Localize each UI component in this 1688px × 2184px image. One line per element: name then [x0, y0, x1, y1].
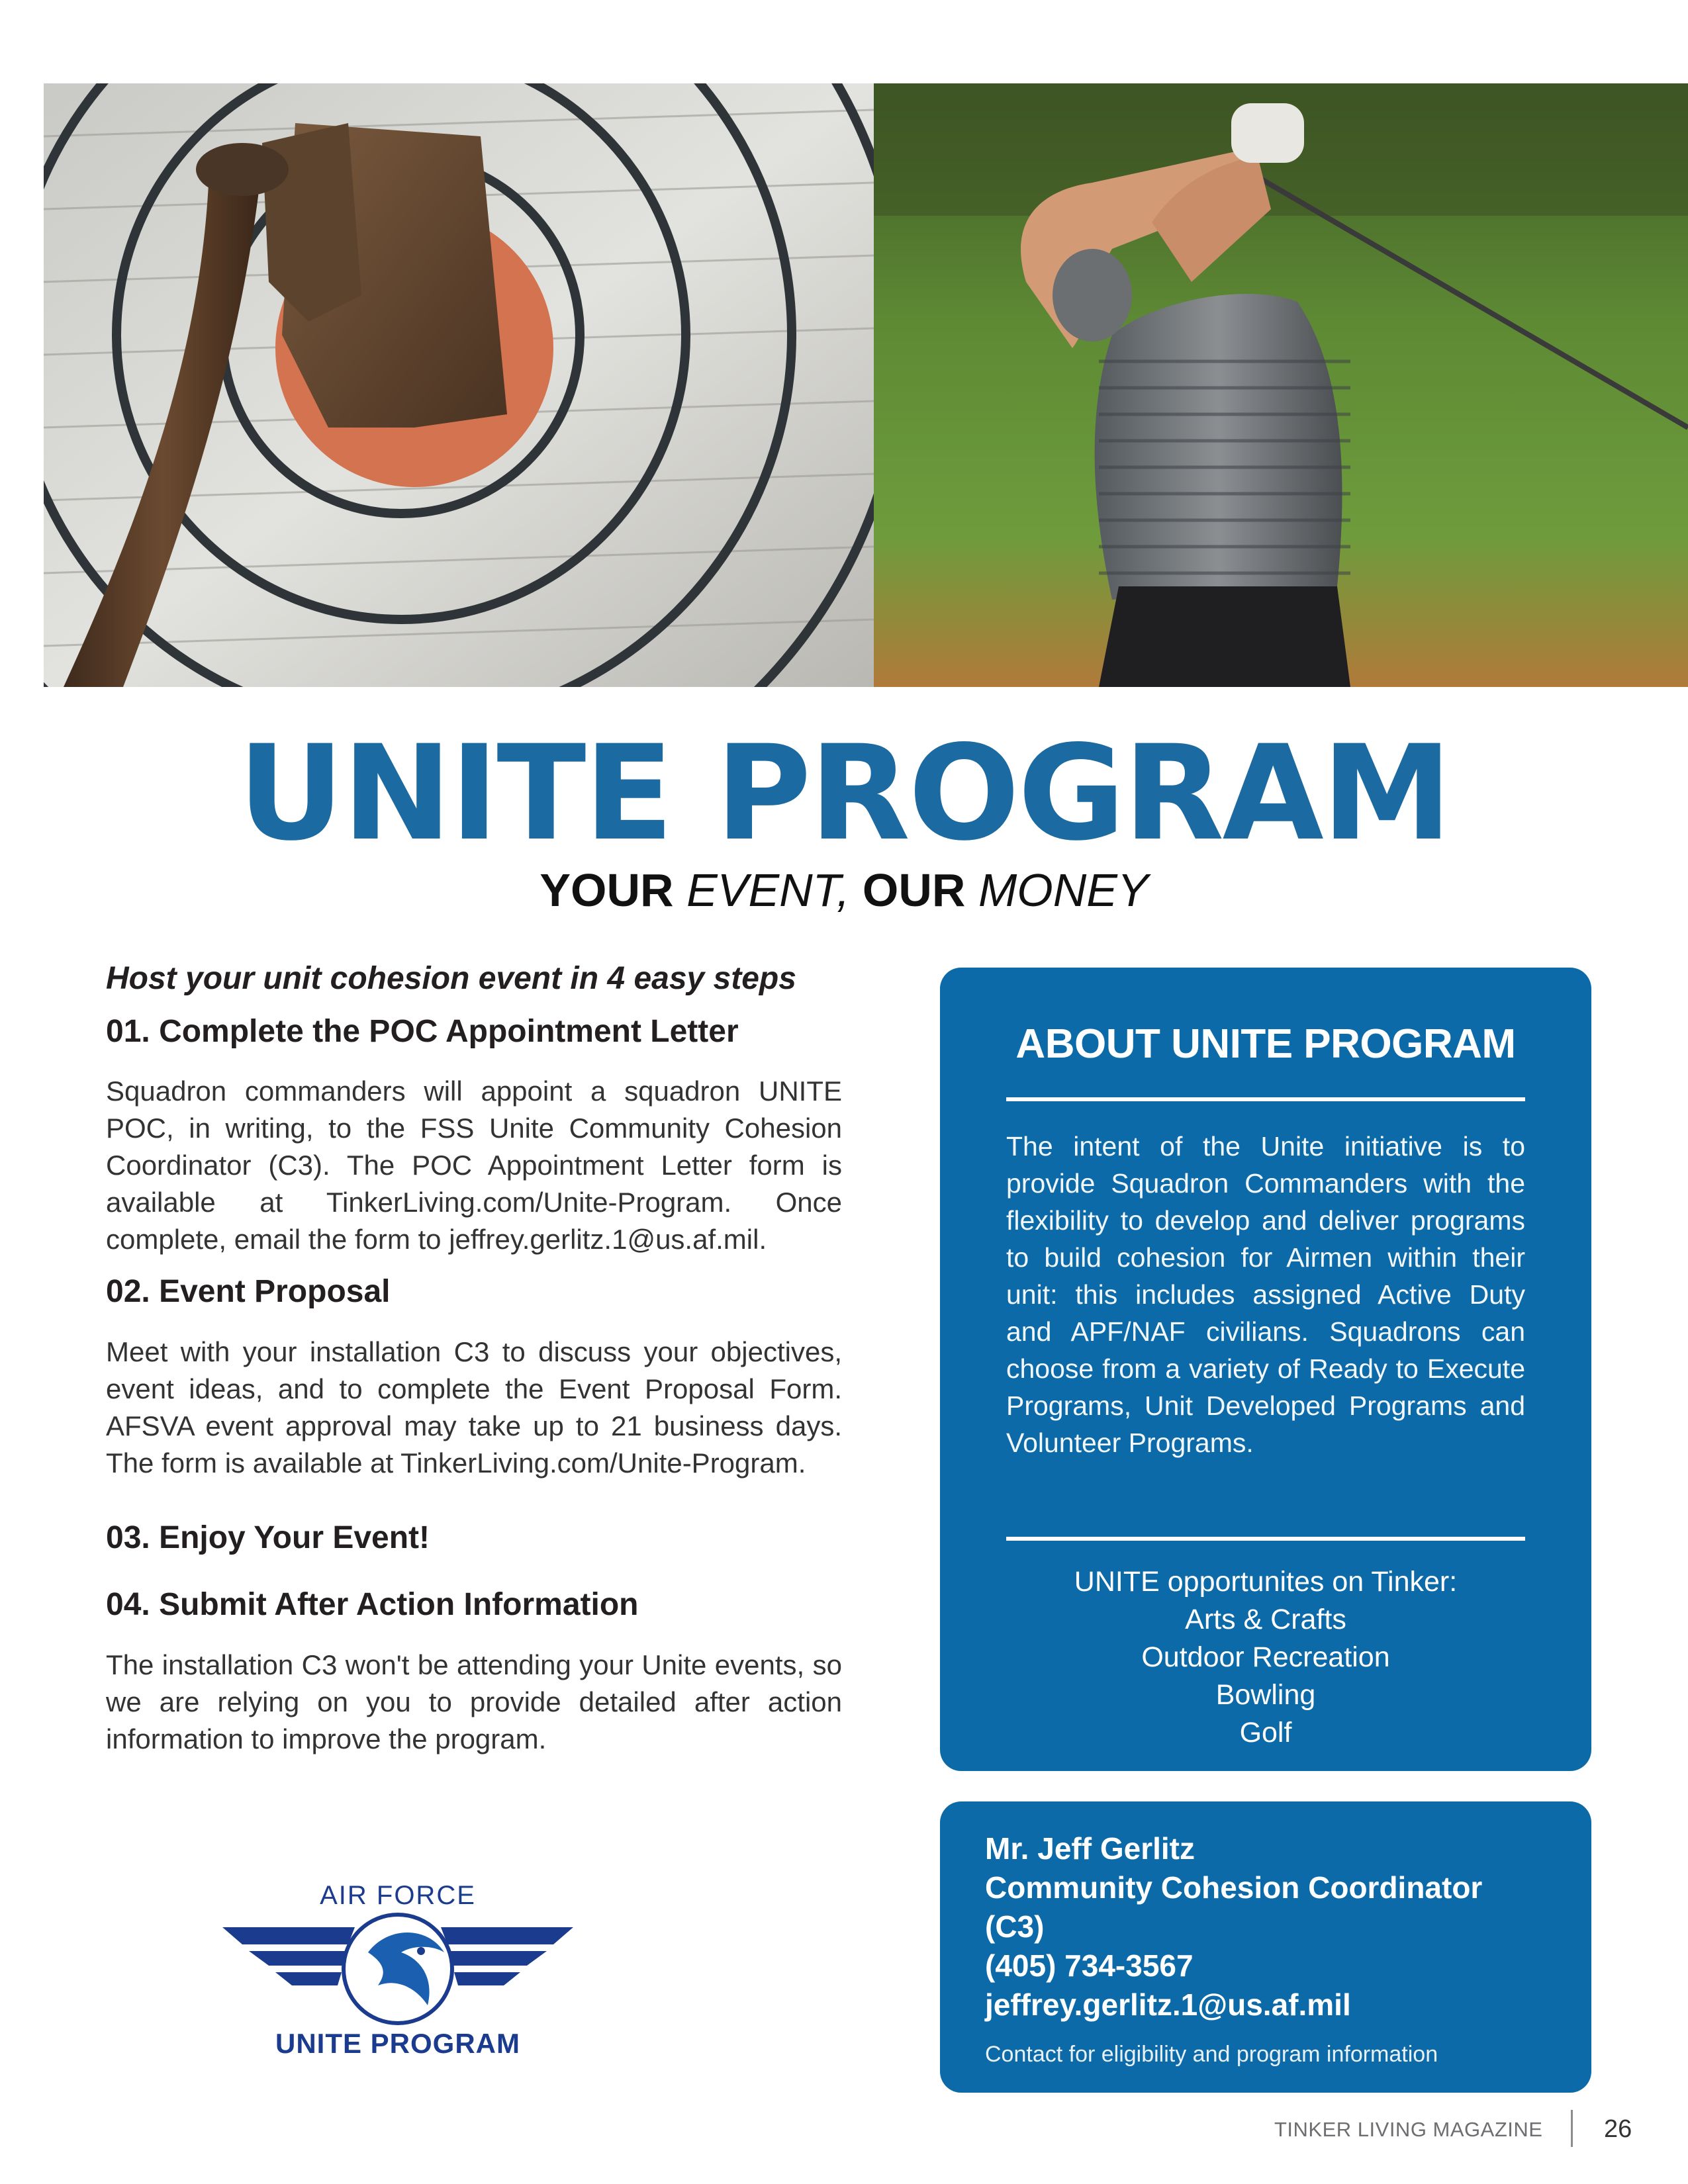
- air-force-unite-logo: [222, 1866, 573, 2078]
- logo-top-text: AIR FORCE: [320, 1881, 476, 1910]
- contact-box: [940, 1801, 1591, 2093]
- opportunities-heading: UNITE opportunites on Tinker:: [1074, 1566, 1458, 1598]
- opportunity-item: Outdoor Recreation: [1141, 1641, 1390, 1673]
- subtitle-word-your: YOUR: [539, 864, 674, 916]
- step-2-body: Meet with your installation C3 to discuss your objectives, event ideas, and to complete the Event Proposal Form. AFSVA event approval may take up to 21 business days. The form is available at TinkerLiving.com/Unite-Program.: [106, 1336, 842, 1479]
- opportunities-list: [940, 1563, 1591, 1752]
- steps-column: [106, 960, 842, 1758]
- about-divider-top: [1006, 1097, 1525, 1101]
- eagle-wings-icon: [222, 1913, 573, 2025]
- step-4-heading: 04. Submit After Action Information: [106, 1587, 639, 1623]
- step-2-heading: 02. Event Proposal: [106, 1274, 391, 1310]
- step-3-heading: 03. Enjoy Your Event!: [106, 1520, 430, 1555]
- contact-title-abbrev: (C3): [985, 1909, 1045, 1944]
- hero-images: [44, 83, 1688, 687]
- contact-name: Mr. Jeff Gerlitz: [985, 1831, 1195, 1866]
- contact-email[interactable]: jeffrey.gerlitz.1@us.af.mil: [985, 1987, 1351, 2022]
- steps-intro: Host your unit cohesion event in 4 easy steps: [106, 961, 796, 996]
- subtitle-word-money: MONEY: [978, 864, 1149, 916]
- opportunity-item: Golf: [1239, 1717, 1292, 1749]
- subtitle-word-our: OUR: [862, 864, 966, 916]
- logo-bottom-text: UNITE PROGRAM: [275, 2028, 520, 2059]
- golfer-photo: [874, 83, 1688, 687]
- subtitle-word-event: EVENT,: [686, 864, 850, 916]
- contact-note: Contact for eligibility and program information: [985, 2042, 1438, 2067]
- about-box: [940, 968, 1591, 1771]
- opportunity-item: Arts & Crafts: [1185, 1604, 1346, 1635]
- about-body: The intent of the Unite initiative is to provide Squadron Commanders with the flexibility to develop and deliver programs to build cohesion for Airmen within their unit: this includes assigned Active Duty and APF/NAF civilians. Squadrons can choose from a variety of Ready to Execute Programs, Unit Developed Programs and Volunteer Programs.: [1006, 1131, 1525, 1458]
- step-1-heading: 01. Complete the POC Appointment Letter: [106, 1013, 739, 1049]
- axe-target-photo: [44, 83, 874, 687]
- about-heading: ABOUT UNITE PROGRAM: [1015, 1021, 1516, 1067]
- contact-title: Community Cohesion Coordinator: [985, 1870, 1483, 1905]
- contact-phone[interactable]: (405) 734-3567: [985, 1948, 1194, 1983]
- footer-magazine-name: TINKER LIVING MAGAZINE: [1274, 2118, 1543, 2141]
- footer-divider: [1571, 2110, 1573, 2147]
- about-divider-bottom: [1006, 1537, 1525, 1541]
- page-title: UNITE PROGRAM: [238, 717, 1450, 870]
- step-4-body: The installation C3 won't be attending your Unite events, so we are relying on you to provide detailed after action information to improve the program.: [106, 1649, 842, 1754]
- page-number: 26: [1604, 2115, 1632, 2143]
- page-subtitle: [0, 864, 1688, 916]
- opportunity-item: Bowling: [1215, 1679, 1316, 1711]
- step-1-body: Squadron commanders will appoint a squadron UNITE POC, in writing, to the FSS Unite Community Cohesion Coordinator (C3). The POC Appointment Letter form is available at TinkerLiving.com/Unite-Program. Once complete, email the form to jeffrey.gerlitz.1@us.af.mil.: [106, 1075, 842, 1255]
